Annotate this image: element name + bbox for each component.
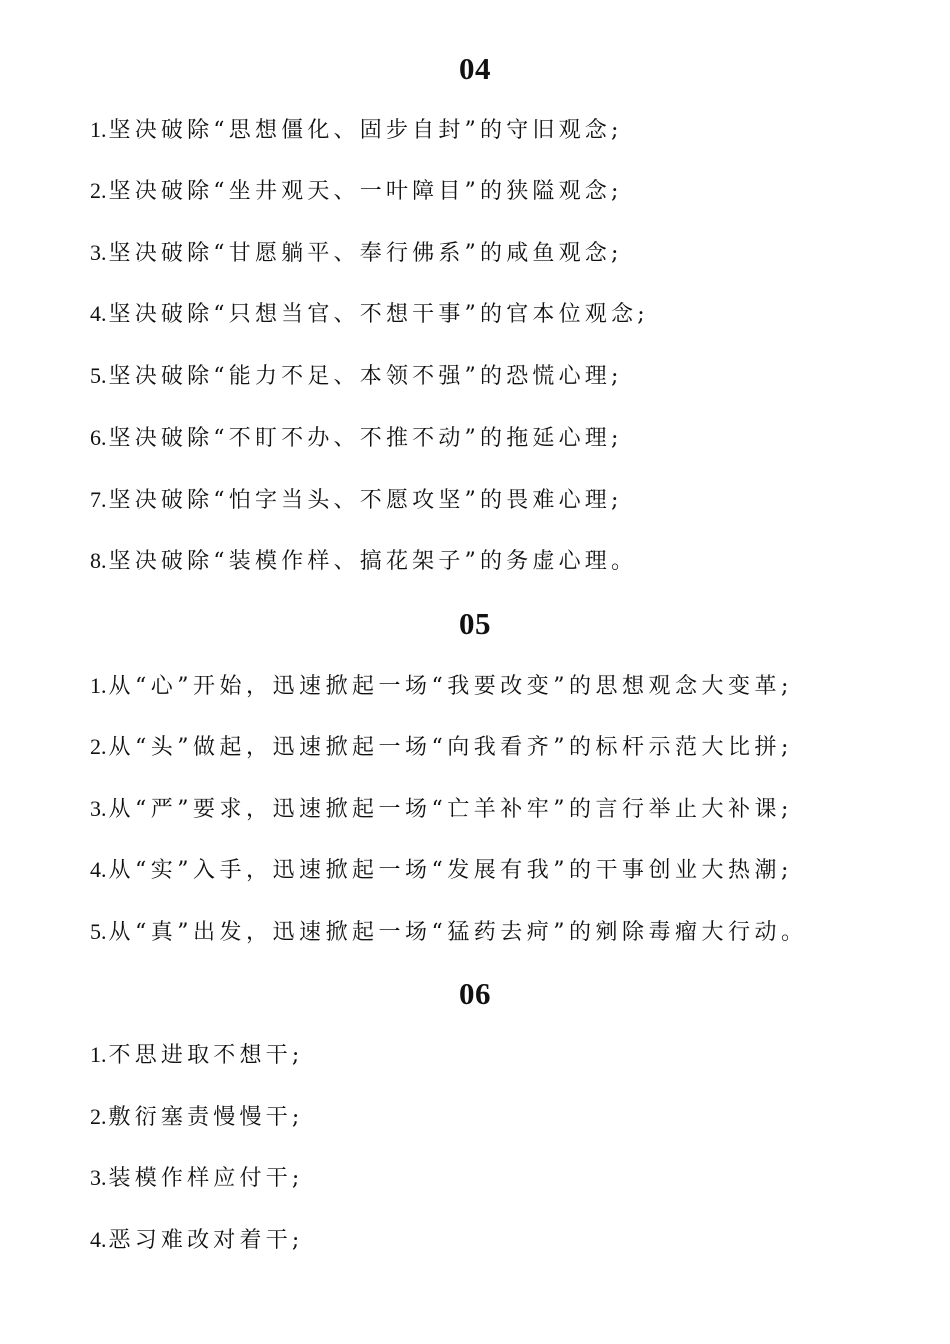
- section-heading: 05: [459, 606, 491, 641]
- list-item: [90, 361, 623, 392]
- list-item: [90, 1225, 304, 1256]
- item-text: 从“头”做起，迅速掀起一场“向我看齐”的标杆示范大比拼;: [108, 735, 793, 760]
- section-heading: 06: [459, 976, 491, 1011]
- item-text: 敷衍塞责慢慢干;: [108, 1105, 304, 1130]
- item-text: 恶习难改对着干;: [108, 1228, 304, 1253]
- list-item: [90, 671, 793, 702]
- list-item: [90, 1102, 304, 1133]
- list-item: [90, 176, 623, 207]
- list-item: [90, 1040, 304, 1071]
- item-number: 5.: [90, 363, 107, 388]
- list-item: [90, 485, 623, 516]
- item-number: 6.: [90, 425, 107, 450]
- item-text: 坚决破除“甘愿躺平、奉行佛系”的咸鱼观念;: [108, 241, 623, 266]
- item-text: 不思进取不想干;: [108, 1043, 304, 1068]
- item-number: 4.: [90, 857, 107, 882]
- item-text: 从“实”入手，迅速掀起一场“发展有我”的干事创业大热潮;: [108, 858, 793, 883]
- list-item: [90, 855, 793, 886]
- item-text: 坚决破除“装模作样、搞花架子”的务虚心理。: [108, 549, 638, 574]
- item-number: 3.: [90, 796, 107, 821]
- item-number: 1.: [90, 117, 107, 142]
- item-number: 4.: [90, 1227, 107, 1252]
- list-item: [90, 917, 808, 948]
- list-item: [90, 299, 649, 330]
- item-text: 从“严”要求，迅速掀起一场“亡羊补牢”的言行举止大补课;: [108, 797, 793, 822]
- item-number: 8.: [90, 548, 107, 573]
- item-text: 坚决破除“不盯不办、不推不动”的拖延心理;: [108, 426, 623, 451]
- item-number: 2.: [90, 178, 107, 203]
- item-text: 从“真”出发，迅速掀起一场“猛药去疴”的剜除毒瘤大行动。: [108, 920, 808, 945]
- item-number: 2.: [90, 1104, 107, 1129]
- item-number: 4.: [90, 301, 107, 326]
- item-number: 7.: [90, 487, 107, 512]
- section-heading: 04: [459, 51, 491, 86]
- list-item: [90, 546, 637, 577]
- item-text: 坚决破除“思想僵化、固步自封”的守旧观念;: [108, 118, 623, 143]
- list-item: [90, 732, 793, 763]
- item-text: 装模作样应付干;: [108, 1166, 304, 1191]
- list-item: [90, 115, 623, 146]
- list-item: [90, 423, 623, 454]
- item-number: 5.: [90, 919, 107, 944]
- item-number: 1.: [90, 1042, 107, 1067]
- item-text: 坚决破除“能力不足、本领不强”的恐慌心理;: [108, 364, 623, 389]
- list-item: [90, 238, 623, 269]
- item-number: 3.: [90, 1165, 107, 1190]
- item-text: 从“心”开始，迅速掀起一场“我要改变”的思想观念大变革;: [108, 674, 793, 699]
- item-number: 3.: [90, 240, 107, 265]
- item-number: 2.: [90, 734, 107, 759]
- item-text: 坚决破除“只想当官、不想干事”的官本位观念;: [108, 302, 649, 327]
- list-item: [90, 794, 793, 825]
- item-text: 坚决破除“怕字当头、不愿攻坚”的畏难心理;: [108, 488, 623, 513]
- list-item: [90, 1163, 304, 1194]
- item-text: 坚决破除“坐井观天、一叶障目”的狭隘观念;: [108, 179, 623, 204]
- item-number: 1.: [90, 673, 107, 698]
